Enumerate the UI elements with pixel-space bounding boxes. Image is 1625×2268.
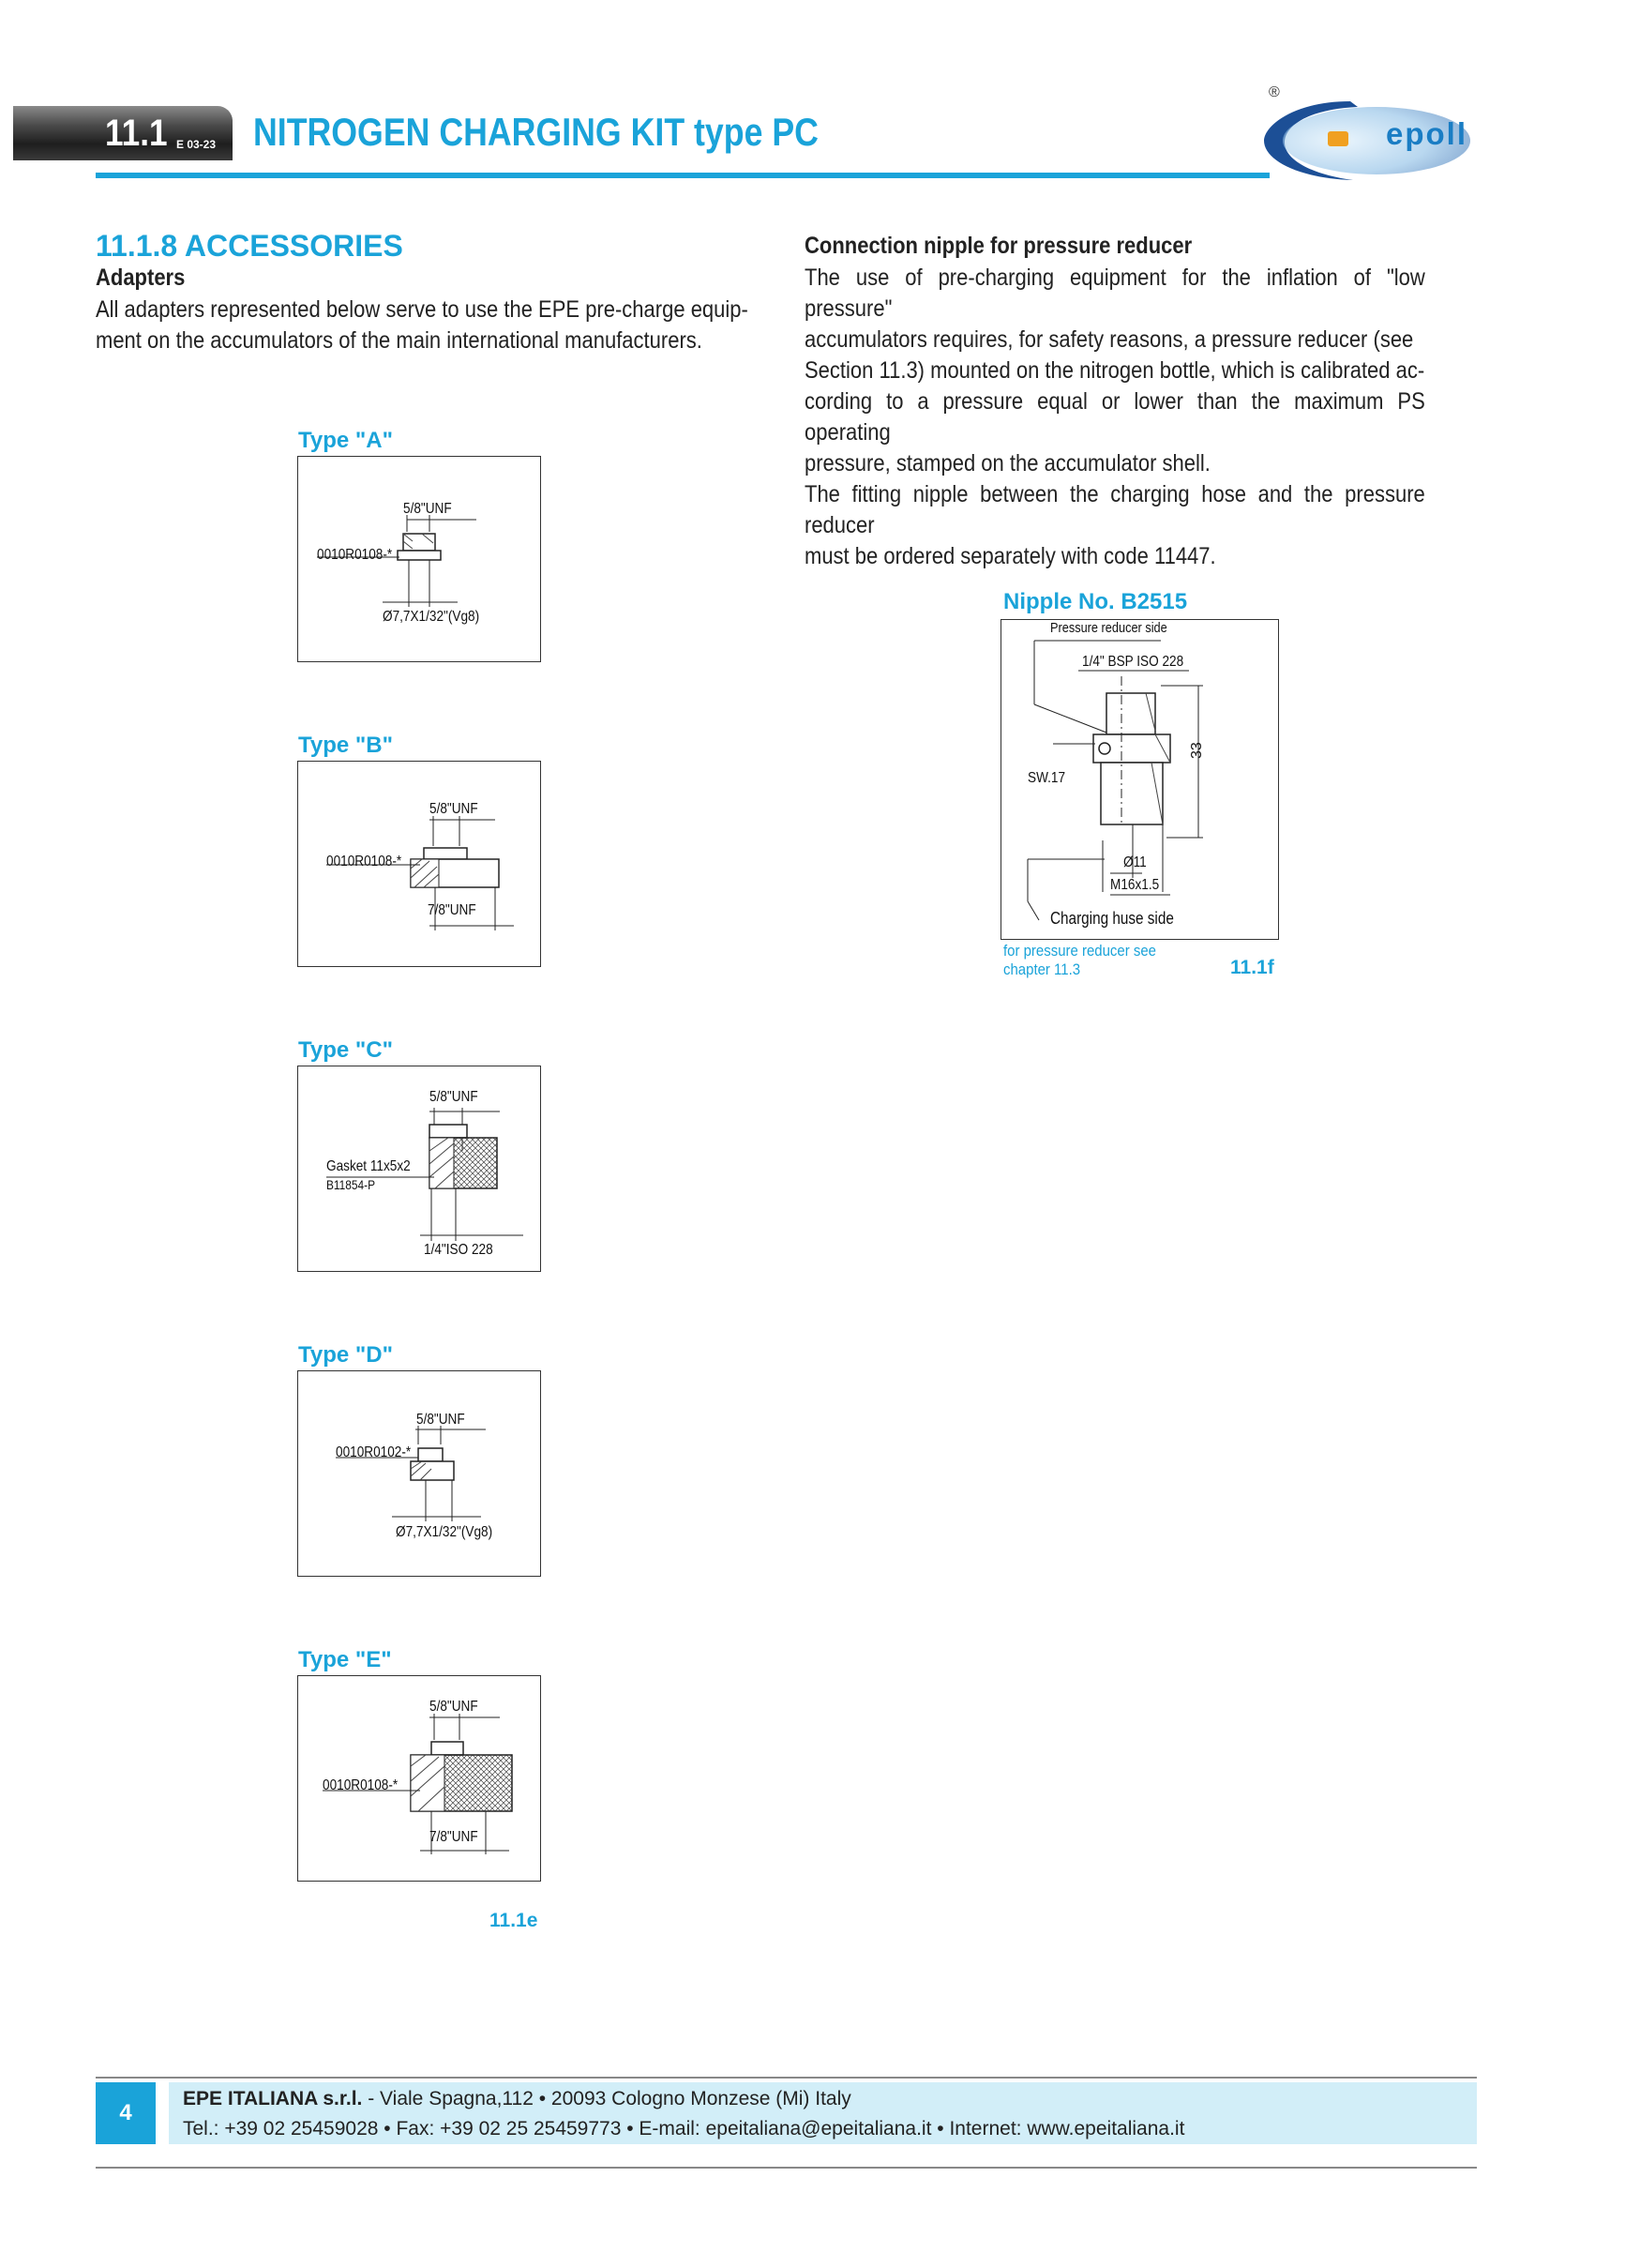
company-name: EPE ITALIANA s.r.l. — [183, 2088, 363, 2109]
adapter-a-box — [297, 456, 541, 662]
nipple-subheading: Connection nipple for pressure reducer — [805, 233, 1193, 259]
adapters-figure-number: 11.1e — [489, 1910, 538, 1931]
paragraph-line: ment on the accumulators of the main international manufacturers. — [96, 327, 702, 354]
adapter-d-box — [297, 1370, 541, 1577]
page-number: 4 — [96, 2082, 156, 2144]
company-address: - Viale Spagna,112 • 20093 Cologno Monzese (Mi) Italy — [362, 2088, 851, 2109]
paragraph-line: All adapters represented below serve to use the EPE pre-charge equip- — [96, 296, 748, 323]
nipple-height-label: 33 — [1189, 742, 1205, 759]
adapter-a-type: Type "A" — [298, 428, 393, 453]
adapter-c-dim-bottom: 1/4"ISO 228 — [424, 1242, 493, 1258]
adapter-d-type: Type "D" — [298, 1342, 393, 1368]
adapter-e-box — [297, 1675, 541, 1882]
logo-text: epoll — [1386, 116, 1468, 151]
nipple-note — [1003, 942, 1156, 979]
adapter-e-dim-bottom: 7/8"UNF — [429, 1829, 478, 1845]
adapter-b-box — [297, 761, 541, 967]
adapter-b-part: 0010R0108-* — [326, 854, 402, 869]
accessories-heading: 11.1.8 ACCESSORIES — [96, 229, 403, 263]
adapter-c-part: Gasket 11x5x2 — [326, 1158, 411, 1174]
adapters-subheading: Adapters — [96, 265, 186, 291]
paragraph-line: cording to a pressure equal or lower than the maximum PS operating — [805, 388, 1425, 446]
note-line: for pressure reducer see — [1003, 942, 1156, 960]
nipple-figure-number: 11.1f — [1230, 957, 1274, 978]
nipple-box — [1001, 619, 1279, 940]
adapter-a-dim-bottom: Ø7,7X1/32"(Vg8) — [383, 609, 480, 625]
nipple-bottom-label: Charging huse side — [1050, 909, 1174, 928]
nipple-top-label: Pressure reducer side — [1050, 620, 1167, 636]
nipple-thread-label: 1/4" BSP ISO 228 — [1082, 654, 1184, 670]
adapter-c-dim-top: 5/8"UNF — [429, 1089, 478, 1105]
adapter-e-dim-top: 5/8"UNF — [429, 1699, 478, 1715]
adapter-e-part: 0010R0108-* — [323, 1777, 399, 1793]
nipple-thread-m-label: M16x1.5 — [1110, 877, 1160, 893]
nipple-sw-label: SW.17 — [1028, 770, 1066, 786]
adapter-e-type: Type "E" — [298, 1647, 392, 1672]
nipple-paragraph — [805, 263, 1425, 572]
header-rule — [96, 173, 1270, 178]
page-title: NITROGEN CHARGING KIT type PC — [253, 110, 819, 154]
note-line: chapter 11.3 — [1003, 960, 1081, 978]
paragraph-line: The fitting nipple between the charging hose and the pressure reducer — [805, 481, 1425, 538]
footer-contacts: Tel.: +39 02 25459028 • Fax: +39 02 25 25459773 • E-mail: epeitaliana@epeitaliana.it • Internet: www.epeitaliana.it — [183, 2118, 1185, 2139]
adapter-c-type: Type "C" — [298, 1037, 393, 1063]
paragraph-line: The use of pre-charging equipment for the inflation of "low pressure" — [805, 265, 1425, 322]
section-number: 11.1 — [105, 113, 168, 154]
adapter-c-part-code: B11854-P — [326, 1177, 376, 1192]
edition-code: E 03-23 — [176, 138, 217, 151]
paragraph-line: pressure, stamped on the accumulator shell. — [805, 450, 1211, 476]
adapter-c-box — [297, 1066, 541, 1272]
footer-rule-top — [96, 2077, 1477, 2079]
adapter-d-drawing — [298, 1371, 540, 1576]
nipple-diameter-label: Ø11 — [1123, 854, 1147, 870]
adapter-b-dim-bottom: 7/8"UNF — [428, 902, 476, 918]
paragraph-line: accumulators requires, for safety reasons, a pressure reducer (see — [805, 326, 1414, 353]
logo-registered-mark: ® — [1269, 84, 1280, 100]
adapter-a-dim-top: 5/8"UNF — [403, 501, 452, 517]
adapter-b-type: Type "B" — [298, 733, 393, 758]
footer-rule-bottom — [96, 2167, 1477, 2169]
adapter-d-dim-bottom: Ø7,7X1/32"(Vg8) — [396, 1524, 493, 1540]
adapter-b-dim-top: 5/8"UNF — [429, 801, 478, 817]
footer-address-line — [183, 2088, 851, 2110]
paragraph-line: must be ordered separately with code 11447. — [805, 543, 1216, 569]
adapter-d-part: 0010R0102-* — [336, 1444, 412, 1460]
adapter-a-part: 0010R0108-* — [317, 547, 393, 563]
adapters-paragraph — [96, 295, 756, 356]
paragraph-line: Section 11.3) mounted on the nitrogen bottle, which is calibrated ac- — [805, 357, 1425, 384]
adapter-d-dim-top: 5/8"UNF — [416, 1412, 465, 1428]
nipple-title: Nipple No. B2515 — [1003, 589, 1188, 614]
